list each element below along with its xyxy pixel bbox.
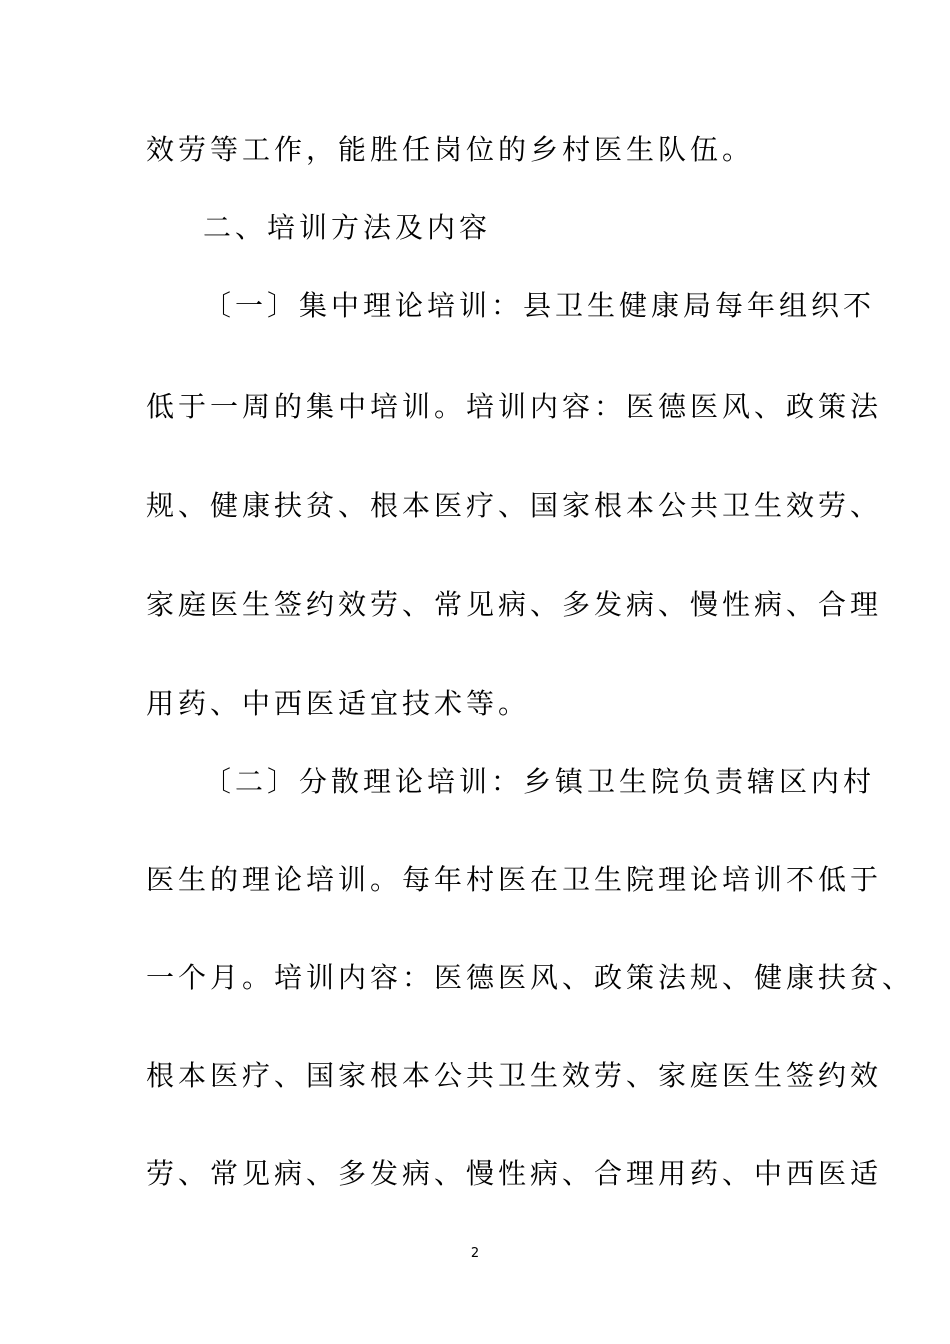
body-text-line: 低于一周的集中培训。培训内容：医德医风、政策法	[146, 390, 883, 423]
body-text-line: 医生的理论培训。每年村医在卫生院理论培训不低于	[146, 863, 883, 896]
body-text-line: 用药、中西医适宜技术等。	[146, 687, 531, 720]
page-number: 2	[470, 1246, 480, 1261]
body-text-line: 规、健康扶贫、根本医疗、国家根本公共卫生效劳、	[146, 489, 883, 522]
body-text-line: 根本医疗、国家根本公共卫生效劳、家庭医生签约效	[146, 1059, 883, 1092]
body-text-line: 一个月。培训内容：医德医风、政策法规、健康扶贫、	[146, 961, 915, 994]
body-text-line: 劳、常见病、多发病、慢性病、合理用药、中西医适	[146, 1157, 883, 1190]
subsection-heading-line: 〔二〕分散理论培训：乡镇卫生院负责辖区内村	[203, 765, 876, 798]
section-heading: 二、培训方法及内容	[203, 211, 492, 244]
subsection-heading-line: 〔一〕集中理论培训：县卫生健康局每年组织不	[203, 289, 876, 322]
body-text-line: 效劳等工作，能胜任岗位的乡村医生队伍。	[146, 133, 755, 166]
body-text-line: 家庭医生签约效劳、常见病、多发病、慢性病、合理	[146, 588, 883, 621]
